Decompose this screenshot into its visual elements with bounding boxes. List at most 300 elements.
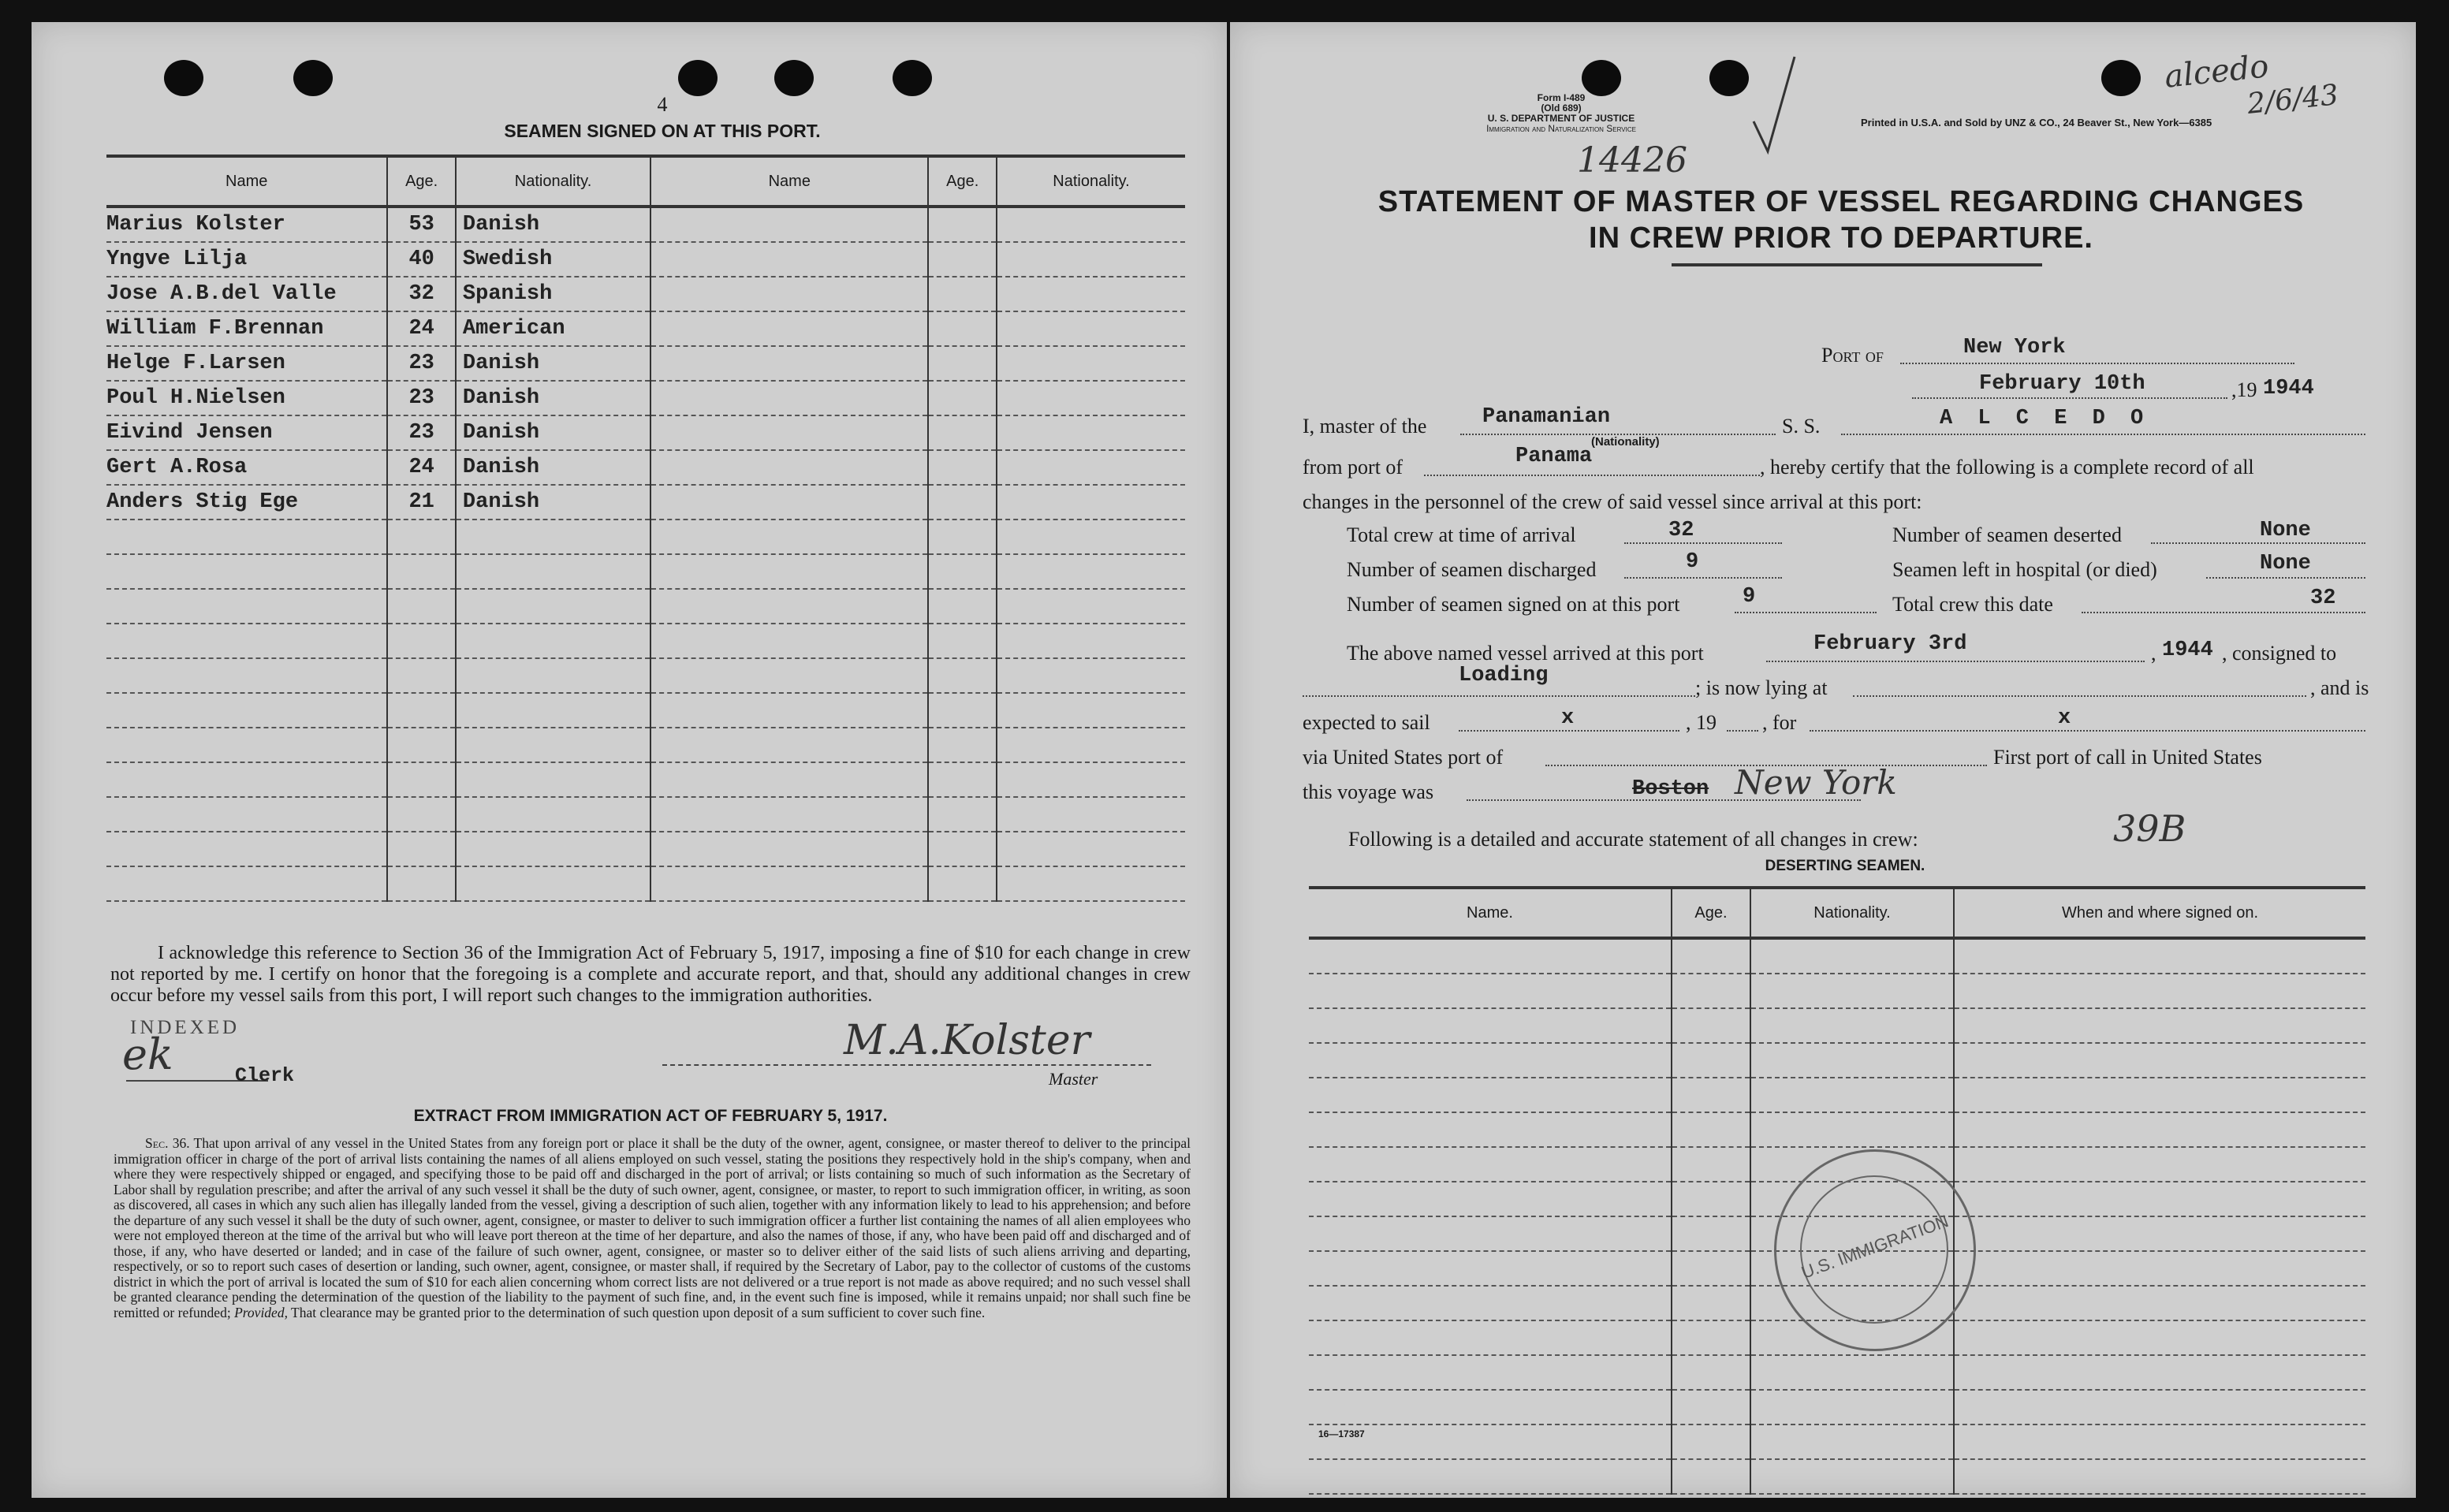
section-provided: Provided, <box>234 1304 288 1320</box>
cell-name <box>650 797 928 832</box>
signed-on-label: Number of seamen signed on at this port <box>1347 593 1680 616</box>
master-label: Master <box>1049 1069 1098 1089</box>
arrival-year-prefix: , <box>2151 642 2156 665</box>
table-row <box>106 450 1185 485</box>
deserted-line <box>2151 542 2365 544</box>
cell-nationality <box>997 693 1185 728</box>
column-header-nationality: Nationality. <box>456 156 650 207</box>
table-row <box>106 207 1185 242</box>
table-row <box>106 728 1185 762</box>
cell-nationality <box>456 554 650 589</box>
column-header-nationality: Nationality. <box>997 156 1185 207</box>
cell-age: 21 <box>387 485 456 520</box>
table-cell <box>1750 938 1954 974</box>
cell-age <box>928 381 997 415</box>
indexed-stamp: INDEXED <box>130 1017 240 1038</box>
section-tail: That clearance may be granted prior to the determination of such question upon deposit of a sum sufficient to cover such fine. <box>291 1304 986 1320</box>
table-cell <box>1672 1320 1750 1355</box>
table-cell <box>1672 1390 1750 1424</box>
cell-nationality <box>456 832 650 866</box>
table-cell <box>1750 1008 1954 1043</box>
hospital-value: None <box>2260 552 2311 575</box>
printer-info: Printed in U.S.A. and Sold by UNZ & CO., 24 Beaver St., New York—6385 <box>1861 117 2212 128</box>
table-cell <box>1954 1459 2365 1494</box>
table-cell <box>1954 1286 2365 1320</box>
cell-age <box>928 728 997 762</box>
cell-age <box>928 415 997 450</box>
cell-age <box>387 624 456 658</box>
cell-name <box>650 554 928 589</box>
table-cell <box>1309 1216 1672 1251</box>
table-cell <box>1954 974 2365 1008</box>
stamp-text: U.S. IMMIGRATION <box>1799 1211 1951 1283</box>
sail-year-line <box>1727 730 1758 732</box>
form-old-number: (Old 689) <box>1541 102 1582 114</box>
voyage-typed-value: Boston <box>1632 777 1709 801</box>
table-cell <box>1750 974 1954 1008</box>
deserting-title: DESERTING SEAMEN. <box>1765 858 1925 874</box>
nationality-label: (Nationality) <box>1591 435 1660 449</box>
table-cell <box>1750 1355 1954 1390</box>
sail-value: x <box>1561 706 1575 730</box>
and-is-label: , and is <box>2310 676 2369 699</box>
cell-name <box>106 658 387 693</box>
table-row <box>1309 1424 2365 1459</box>
form-title-line-1: STATEMENT OF MASTER OF VESSEL REGARDING CHANGES <box>1377 185 2305 218</box>
year-value: 1944 <box>2263 377 2314 400</box>
from-port-line <box>1424 475 1760 476</box>
ss-label: S. S. <box>1782 415 1821 438</box>
cell-name: Gert A.Rosa <box>106 450 387 485</box>
table-cell <box>1954 1043 2365 1078</box>
cell-name: Poul H.Nielsen <box>106 381 387 415</box>
left-page <box>32 22 1227 1498</box>
table-row <box>106 242 1185 277</box>
table-cell <box>1309 1251 1672 1286</box>
for-line <box>1810 730 2365 732</box>
sail-date-line <box>1459 730 1679 732</box>
table-row <box>1309 1078 2365 1112</box>
cell-age <box>928 762 997 797</box>
column-header-name: Name <box>106 156 387 207</box>
cell-nationality: Danish <box>456 381 650 415</box>
total-crew-date-line <box>2082 612 2365 613</box>
cell-age <box>387 554 456 589</box>
cell-age <box>928 520 997 554</box>
cell-nationality: Danish <box>456 415 650 450</box>
changes-note: 39B <box>2113 807 2186 850</box>
total-crew-date-value: 32 <box>2310 587 2336 610</box>
cell-name: Marius Kolster <box>106 207 387 242</box>
column-header-when-where: When and where signed on. <box>1954 888 2365 938</box>
punch-hole <box>164 60 203 96</box>
seamen-table <box>106 155 1185 902</box>
table-row <box>106 554 1185 589</box>
cell-age <box>928 624 997 658</box>
cell-nationality <box>997 832 1185 866</box>
table-cell <box>1672 1147 1750 1182</box>
table-row <box>1309 1043 2365 1078</box>
following-text: Following is a detailed and accurate statement of all changes in crew: <box>1348 828 1918 851</box>
table-cell <box>1309 1147 1672 1182</box>
cell-name: Yngve Lilja <box>106 242 387 277</box>
table-cell <box>1672 1043 1750 1078</box>
cell-age <box>387 832 456 866</box>
cell-nationality <box>997 589 1185 624</box>
table-cell <box>1309 974 1672 1008</box>
total-crew-arrival-label: Total crew at time of arrival <box>1347 523 1576 546</box>
cell-name: Eivind Jensen <box>106 415 387 450</box>
punch-hole <box>893 60 932 96</box>
cell-nationality <box>997 415 1185 450</box>
cell-age <box>928 832 997 866</box>
cell-nationality <box>456 658 650 693</box>
arrival-date-line <box>1766 661 2145 662</box>
cell-name <box>650 658 928 693</box>
table-cell <box>1954 1320 2365 1355</box>
cell-name <box>650 485 928 520</box>
table-row <box>106 797 1185 832</box>
table-cell <box>1672 1216 1750 1251</box>
master-of-label: I, master of the <box>1303 415 1427 438</box>
punch-hole <box>1582 60 1621 96</box>
cell-nationality <box>997 485 1185 520</box>
cell-nationality <box>997 311 1185 346</box>
cell-nationality: Danish <box>456 450 650 485</box>
table-row <box>106 762 1185 797</box>
cell-name <box>650 450 928 485</box>
corner-note-vessel: alcedo <box>2162 48 2271 95</box>
table-cell <box>1309 1320 1672 1355</box>
punch-hole <box>1709 60 1749 96</box>
deserted-value: None <box>2260 519 2311 542</box>
table-cell <box>1954 1112 2365 1147</box>
table-cell <box>1309 1355 1672 1390</box>
cell-name <box>650 207 928 242</box>
extract-title: EXTRACT FROM IMMIGRATION ACT OF FEBRUARY 5, 1917. <box>413 1107 888 1125</box>
master-signature: M.A.Kolster <box>844 1017 1090 1064</box>
table-row <box>106 415 1185 450</box>
service: Immigration and Naturalization Service <box>1486 123 1636 134</box>
check-mark-icon <box>1750 54 1798 156</box>
section-36-text <box>114 1136 1191 1320</box>
port-of-line <box>1900 363 2294 364</box>
table-cell <box>1672 1424 1750 1459</box>
cell-nationality <box>997 242 1185 277</box>
page-number: 4 <box>657 93 668 116</box>
cell-nationality <box>456 762 650 797</box>
cell-nationality <box>456 866 650 901</box>
year-prefix: ,19 <box>2231 378 2257 401</box>
cell-name <box>106 728 387 762</box>
total-crew-arrival-value: 32 <box>1668 519 1694 542</box>
cell-nationality <box>997 381 1185 415</box>
clerk-initials: ek <box>122 1030 173 1079</box>
cell-name <box>650 624 928 658</box>
corner-note-date: 2/6/43 <box>2246 79 2340 121</box>
cell-nationality: Spanish <box>456 277 650 311</box>
table-cell <box>1954 1008 2365 1043</box>
cell-nationality: American <box>456 311 650 346</box>
table-cell <box>1954 1251 2365 1286</box>
table-row <box>106 311 1185 346</box>
table-cell <box>1672 1355 1750 1390</box>
cell-age <box>928 207 997 242</box>
cell-nationality <box>456 728 650 762</box>
cell-name <box>106 832 387 866</box>
cell-age <box>387 693 456 728</box>
file-number: 14426 <box>1577 140 1687 181</box>
via-label: via United States port of <box>1303 746 1504 769</box>
cell-name: Helge F.Larsen <box>106 346 387 381</box>
table-cell <box>1309 1112 1672 1147</box>
table-cell <box>1954 1424 2365 1459</box>
table-row <box>1309 1355 2365 1390</box>
cell-age <box>928 866 997 901</box>
table-cell <box>1672 1286 1750 1320</box>
cell-age <box>928 485 997 520</box>
date-value: February 10th <box>1979 372 2145 396</box>
table-cell <box>1750 1459 1954 1494</box>
hospital-line <box>2206 577 2365 579</box>
cell-name <box>650 415 928 450</box>
cell-age <box>928 589 997 624</box>
cell-name <box>650 520 928 554</box>
certify-text: , hereby certify that the following is a complete record of all <box>1760 456 2254 479</box>
punch-hole <box>2101 60 2141 96</box>
port-of-label: Port of <box>1821 344 1884 367</box>
table-cell <box>1954 1147 2365 1182</box>
table-row <box>1309 974 2365 1008</box>
table-cell <box>1672 1008 1750 1043</box>
table-cell <box>1672 1459 1750 1494</box>
table-cell <box>1672 1182 1750 1216</box>
cell-age <box>928 797 997 832</box>
table-cell <box>1309 1078 1672 1112</box>
column-header-name: Name <box>650 156 928 207</box>
table-row <box>1309 1459 2365 1494</box>
first-port-label: First port of call in United States <box>1993 746 2262 769</box>
cell-age <box>387 762 456 797</box>
for-label: , for <box>1762 711 1797 734</box>
table-row <box>106 866 1185 901</box>
consignee-line <box>1303 695 1695 697</box>
table-row <box>106 658 1185 693</box>
form-title-line-2: IN CREW PRIOR TO DEPARTURE. <box>1589 222 2093 255</box>
sail-year-label: , 19 <box>1686 711 1717 734</box>
table-row <box>106 832 1185 866</box>
cell-nationality: Danish <box>456 485 650 520</box>
arrived-label: The above named vessel arrived at this port <box>1347 642 1704 665</box>
discharged-line <box>1624 577 1782 579</box>
table-row <box>106 589 1185 624</box>
from-port-label: from port of <box>1303 456 1403 479</box>
cell-name: William F.Brennan <box>106 311 387 346</box>
signed-on-value: 9 <box>1743 585 1756 609</box>
acknowledgement-text: I acknowledge this reference to Section 36 of the Immigration Act of February 5, 1917, imposing a fine of $10 for each change in crew not reported by me. I certify on honor that the foregoing is a complete and accurate report, and that, should any additional changes in crew occur before my vessel sails from this port, I will report such changes to the immigration authorities. <box>110 943 1191 1006</box>
footer-code: 16—17387 <box>1318 1428 1365 1439</box>
cell-nationality <box>997 520 1185 554</box>
cell-name <box>106 866 387 901</box>
hospital-label: Seamen left in hospital (or died) <box>1892 558 2157 581</box>
vessel-line <box>1841 434 2365 435</box>
cell-name <box>106 693 387 728</box>
cell-age: 32 <box>387 277 456 311</box>
cell-age <box>928 658 997 693</box>
table-cell <box>1750 1078 1954 1112</box>
cell-nationality <box>456 589 650 624</box>
cell-name <box>106 589 387 624</box>
column-header-age: Age. <box>928 156 997 207</box>
cell-age <box>387 658 456 693</box>
table-row <box>106 277 1185 311</box>
column-header-age: Age. <box>1672 888 1750 938</box>
cell-name <box>650 589 928 624</box>
cell-nationality <box>997 346 1185 381</box>
table-cell <box>1309 1390 1672 1424</box>
department: U. S. DEPARTMENT OF JUSTICE <box>1487 113 1635 124</box>
cell-nationality <box>997 658 1185 693</box>
cell-age: 40 <box>387 242 456 277</box>
arrival-date-value: February 3rd <box>1813 632 1967 656</box>
arrival-year-value: 1944 <box>2162 639 2213 662</box>
table-row <box>106 520 1185 554</box>
cell-name <box>106 520 387 554</box>
cell-age: 24 <box>387 450 456 485</box>
lying-label: ; is now lying at <box>1695 676 1828 699</box>
cell-age: 23 <box>387 346 456 381</box>
form-header <box>1435 93 1687 134</box>
cell-name <box>106 797 387 832</box>
cell-nationality <box>997 624 1185 658</box>
table-row <box>106 693 1185 728</box>
section-label: Sec. 36. <box>145 1135 190 1151</box>
table-cell <box>1309 938 1672 974</box>
immigration-stamp <box>1774 1149 1976 1351</box>
table-cell <box>1309 1459 1672 1494</box>
nationality-value: Panamanian <box>1482 405 1611 429</box>
seamen-table-body <box>106 207 1185 901</box>
cell-age <box>387 728 456 762</box>
cell-name <box>650 762 928 797</box>
table-row <box>1309 1008 2365 1043</box>
column-header-nationality: Nationality. <box>1750 888 1954 938</box>
discharged-value: 9 <box>1686 550 1699 574</box>
table-row <box>106 346 1185 381</box>
table-cell <box>1750 1043 1954 1078</box>
master-signature-line <box>662 1064 1151 1066</box>
total-crew-date-label: Total crew this date <box>1892 593 2053 616</box>
voyage-handwritten-value: New York <box>1735 763 1897 802</box>
cell-name <box>106 624 387 658</box>
changes-text: changes in the personnel of the crew of said vessel since arrival at this port: <box>1303 490 1922 513</box>
cell-name <box>106 554 387 589</box>
table-row <box>1309 938 2365 974</box>
cell-nationality <box>997 797 1185 832</box>
cell-name <box>650 866 928 901</box>
date-line <box>1912 397 2227 399</box>
table-cell <box>1954 1390 2365 1424</box>
table-cell <box>1672 1078 1750 1112</box>
cell-nationality: Danish <box>456 207 650 242</box>
cell-age: 23 <box>387 415 456 450</box>
cell-name <box>650 832 928 866</box>
cell-name <box>650 311 928 346</box>
cell-name <box>650 277 928 311</box>
cell-nationality <box>997 207 1185 242</box>
table-row <box>1309 1390 2365 1424</box>
table-row <box>1309 1112 2365 1147</box>
signed-on-line <box>1735 612 1877 613</box>
punch-hole <box>678 60 718 96</box>
cell-name <box>650 728 928 762</box>
cell-name: Jose A.B.del Valle <box>106 277 387 311</box>
cell-age <box>387 520 456 554</box>
table-cell <box>1672 1112 1750 1147</box>
deserted-label: Number of seamen deserted <box>1892 523 2122 546</box>
cell-age <box>387 797 456 832</box>
cell-age <box>928 277 997 311</box>
right-page <box>1230 22 2416 1498</box>
lying-value: Loading <box>1459 664 1549 687</box>
cell-nationality: Danish <box>456 346 650 381</box>
lying-at-line <box>1853 695 2306 697</box>
cell-age <box>928 311 997 346</box>
cell-name <box>106 762 387 797</box>
table-cell <box>1750 1390 1954 1424</box>
table-cell <box>1954 938 2365 974</box>
table-row <box>106 624 1185 658</box>
cell-name: Anders Stig Ege <box>106 485 387 520</box>
form-title <box>1301 184 2381 256</box>
table-cell <box>1750 1112 1954 1147</box>
table-cell <box>1954 1216 2365 1251</box>
cell-age <box>928 242 997 277</box>
vessel-name: A L C E D O <box>1940 407 2150 430</box>
cell-age <box>928 450 997 485</box>
port-of-value: New York <box>1963 336 2066 359</box>
table-row <box>106 485 1185 520</box>
from-port-value: Panama <box>1515 445 1593 468</box>
cell-nationality <box>997 450 1185 485</box>
cell-nationality <box>997 762 1185 797</box>
cell-age <box>928 346 997 381</box>
consigned-label: , consigned to <box>2222 642 2337 665</box>
table-cell <box>1672 938 1750 974</box>
cell-nationality: Swedish <box>456 242 650 277</box>
cell-age <box>387 866 456 901</box>
cell-nationality <box>456 624 650 658</box>
column-header-name: Name. <box>1309 888 1672 938</box>
table-cell <box>1309 1043 1672 1078</box>
total-crew-arrival-line <box>1624 542 1782 544</box>
clerk-label: Clerk <box>235 1064 295 1087</box>
table-row <box>106 381 1185 415</box>
cell-nationality <box>456 797 650 832</box>
table-cell <box>1309 1286 1672 1320</box>
cell-nationality <box>997 866 1185 901</box>
cell-age <box>928 554 997 589</box>
table-cell <box>1954 1355 2365 1390</box>
cell-age <box>928 693 997 728</box>
table-cell <box>1309 1008 1672 1043</box>
table-cell <box>1954 1078 2365 1112</box>
title-underline <box>1672 263 2042 266</box>
table-cell <box>1750 1424 1954 1459</box>
cell-age <box>387 589 456 624</box>
form-number: Form I-489 <box>1537 92 1586 103</box>
cell-age: 24 <box>387 311 456 346</box>
